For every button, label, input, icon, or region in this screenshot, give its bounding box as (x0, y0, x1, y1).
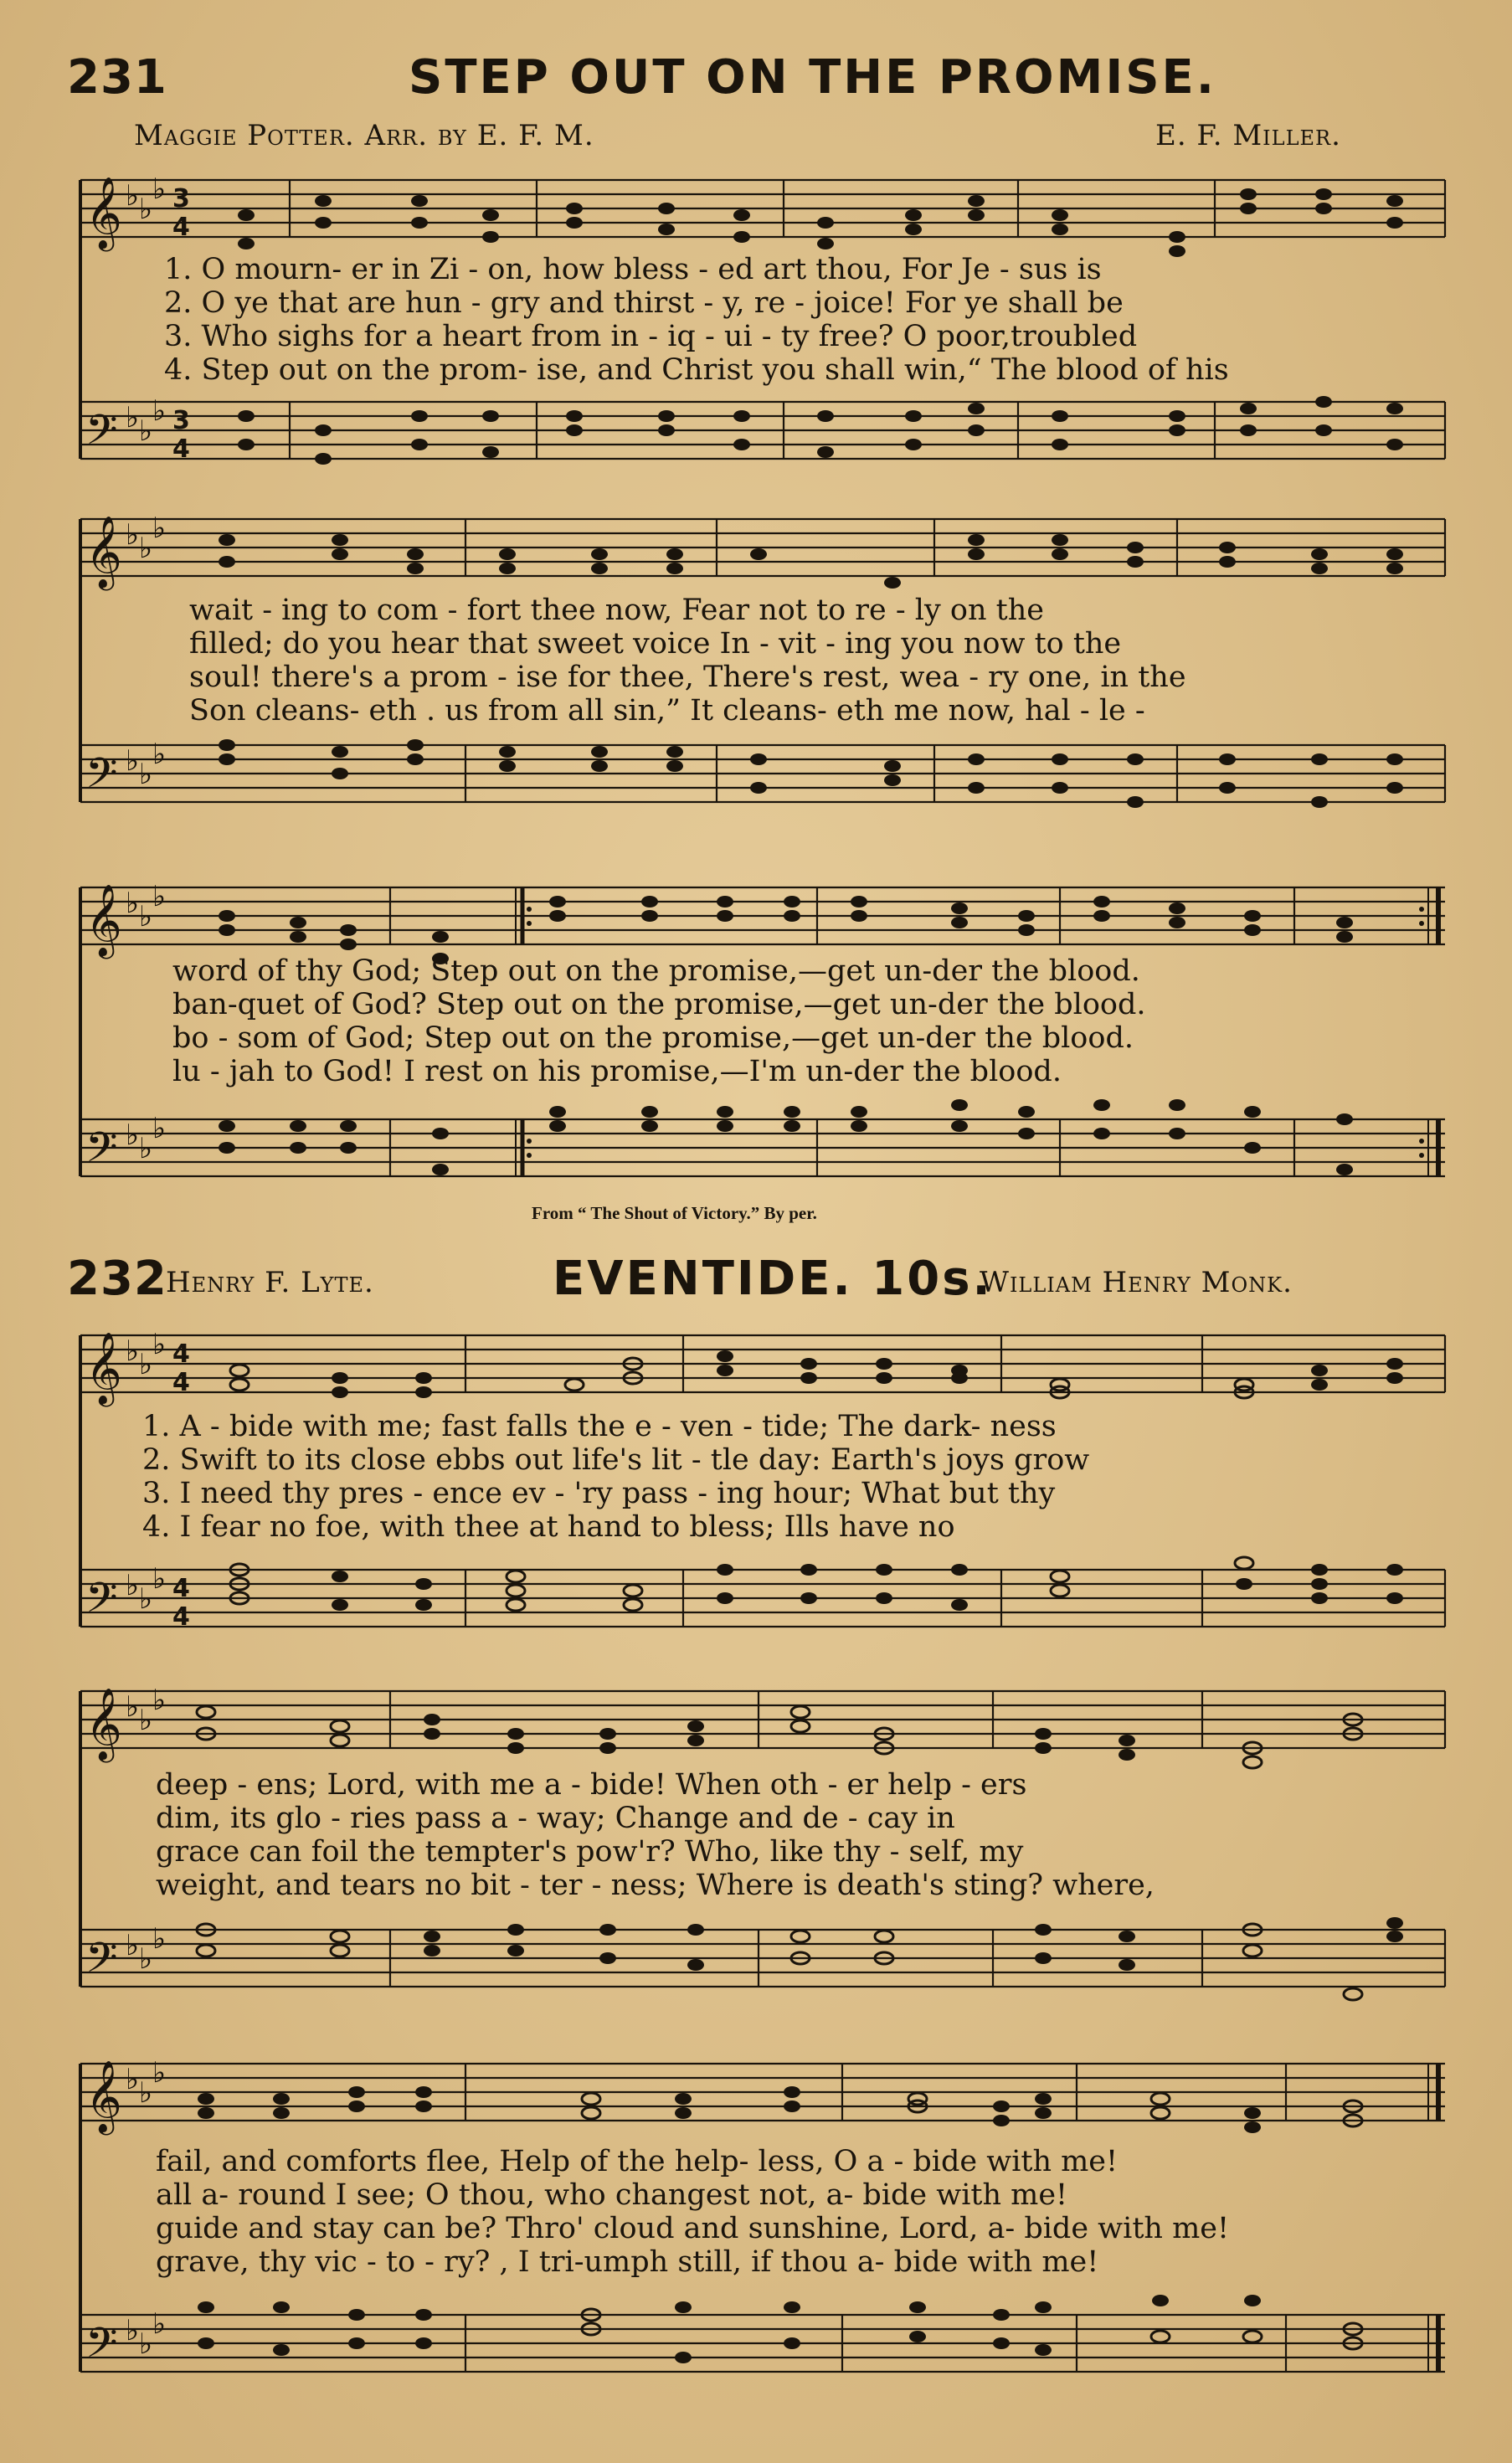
svg-text:4: 4 (172, 1574, 190, 1603)
svg-text:3: 3 (172, 406, 190, 435)
svg-text:𝄞: 𝄞 (85, 177, 122, 249)
hymn-232-system-1-lyrics (142, 1412, 1440, 1555)
svg-text:𝄢: 𝄢 (85, 1574, 118, 1633)
svg-text:♭: ♭ (126, 2314, 140, 2347)
svg-text:♭: ♭ (126, 1118, 140, 1152)
hymn-231-system-3-lyrics (172, 954, 1428, 1099)
svg-text:♭: ♭ (139, 2327, 153, 2361)
verse-line: grace can foil the tempter's pow'r? Who, like thy - self, my (156, 1835, 1024, 1869)
svg-text:♭: ♭ (139, 1942, 153, 1976)
hymn-232-number: 232 (67, 1252, 167, 1306)
svg-text:𝄞: 𝄞 (85, 884, 122, 956)
verse-line: all a- round I see; O thou, who changest not, a- bide with me! (156, 2178, 1068, 2212)
verse-line: 1. O mourn- er in Zi - on, how bless - ed art thou, For Je - sus is (164, 253, 1102, 286)
verse-line: 4. I fear no foe, with thee at hand to bless; Ills have no (142, 1510, 955, 1544)
verse-line: dim, its glo - ries pass a - way; Change and de - cay in (156, 1802, 955, 1835)
hymn-232-system-2 (72, 1674, 1453, 2018)
hymn-232-title: EVENTIDE. 10s. (553, 1252, 993, 1306)
svg-text:4: 4 (172, 213, 190, 242)
hymn-231-number: 231 (67, 50, 167, 105)
hymn-232-music-credit: William Henry Monk. (980, 1266, 1293, 1299)
svg-text:♭: ♭ (152, 2307, 167, 2341)
hymn-231-system-2 (72, 502, 1453, 829)
hymn-232-system-3 (72, 2047, 1453, 2399)
svg-text:♭: ♭ (139, 1704, 153, 1737)
svg-text:♭: ♭ (139, 1132, 153, 1165)
verse-line: lu - jah to God! I rest on his promise,—I'm un-der the blood. (172, 1055, 1062, 1088)
svg-text:♭: ♭ (139, 193, 153, 226)
hymn-231-system-1 (72, 163, 1453, 481)
svg-text:4: 4 (172, 1602, 190, 1632)
svg-text:♭: ♭ (152, 1684, 167, 1717)
svg-text:♭: ♭ (152, 1562, 167, 1596)
svg-text:𝄢: 𝄢 (85, 2319, 118, 2378)
verse-line: 2. Swift to its close ebbs out life's lit - tle day: Earth's joys grow (142, 1443, 1090, 1477)
svg-text:♭: ♭ (152, 394, 167, 428)
verse-line: 2. O ye that are hun - gry and thirst - y, re - joice! For ye shall be (164, 286, 1124, 320)
verse-line: Son cleans- eth . us from all sin,” It cleans- eth me now, hal - le - (189, 694, 1145, 728)
hymn-231-system-2-lyrics (189, 596, 1445, 738)
svg-text:♭: ♭ (139, 1582, 153, 1616)
verse-line: 1. A - bide with me; fast falls the e - ven - tide; The dark- ness (142, 1410, 1057, 1443)
hymn-232-system-1 (72, 1319, 1453, 1653)
hymn-232-system-2-lyrics (156, 1768, 1445, 1913)
svg-text:4: 4 (172, 434, 190, 464)
hymn-231-title: STEP OUT ON THE PROMISE. (409, 50, 1217, 105)
svg-text:♭: ♭ (152, 1328, 167, 1361)
svg-text:♭: ♭ (152, 512, 167, 545)
svg-text:♭: ♭ (126, 1929, 140, 1962)
verse-line: deep - ens; Lord, with me a - bide! When oth - er help - ers (156, 1768, 1027, 1802)
svg-text:♭: ♭ (139, 2076, 153, 2110)
hymn-231-system-3 (72, 858, 1453, 1193)
verse-line: soul! there's a prom - ise for thee, There's rest, wea - ry one, in the (189, 661, 1186, 694)
svg-text:𝄢: 𝄢 (85, 1934, 118, 1993)
verse-line: fail, and comforts flee, Help of the help- less, O a - bide with me! (156, 2145, 1119, 2178)
hymn-231-words-credit: Maggie Potter. Arr. by E. F. M. (134, 119, 594, 152)
svg-text:♭: ♭ (152, 2056, 167, 2090)
svg-text:♭: ♭ (152, 1922, 167, 1956)
svg-text:♭: ♭ (126, 1569, 140, 1602)
svg-text:♭: ♭ (139, 414, 153, 448)
svg-text:♭: ♭ (152, 172, 167, 206)
svg-text:𝄞: 𝄞 (85, 1332, 122, 1404)
svg-text:♭: ♭ (152, 1112, 167, 1145)
svg-text:♭: ♭ (126, 1334, 140, 1368)
hymn-232-words-credit: Henry F. Lyte. (166, 1266, 374, 1299)
svg-text:♭: ♭ (152, 738, 167, 771)
svg-text:♭: ♭ (126, 518, 140, 552)
verse-line: bo - som of God; Step out on the promise,—get un-der the blood. (172, 1021, 1134, 1055)
svg-text:♭: ♭ (126, 2063, 140, 2096)
verse-line: guide and stay can be? Thro' cloud and sunshine, Lord, a- bide with me! (156, 2212, 1230, 2245)
verse-line: word of thy God; Step out on the promise,—get un-der the blood. (172, 954, 1140, 988)
hymn-231-source-note: From “ The Shout of Victory.” By per. (532, 1203, 817, 1223)
svg-text:♭: ♭ (126, 401, 140, 434)
svg-text:♭: ♭ (139, 758, 153, 791)
svg-text:♭: ♭ (126, 744, 140, 778)
svg-text:♭: ♭ (126, 1690, 140, 1724)
verse-line: 4. Step out on the prom- ise, and Christ you shall win,“ The blood of his (164, 353, 1229, 387)
svg-text:♭: ♭ (126, 179, 140, 213)
svg-text:𝄢: 𝄢 (85, 406, 118, 465)
hymn-231-music-credit: E. F. Miller. (1155, 119, 1341, 152)
svg-text:𝄞: 𝄞 (85, 2060, 122, 2132)
svg-text:4: 4 (172, 1339, 190, 1369)
hymn-232-system-3-lyrics (156, 2147, 1445, 2290)
svg-text:𝄞: 𝄞 (85, 1688, 122, 1760)
svg-text:𝄢: 𝄢 (85, 1124, 118, 1182)
svg-text:4: 4 (172, 1368, 190, 1397)
svg-text:♭: ♭ (139, 900, 153, 933)
verse-line: weight, and tears no bit - ter - ness; Where is death's sting? where, (156, 1869, 1155, 1902)
verse-line: filled; do you hear that sweet voice In - vit - ing you now to the (189, 627, 1122, 661)
hymn-231-system-1-lyrics (164, 255, 1445, 398)
verse-line: wait - ing to com - fort thee now, Fear not to re - ly on the (189, 594, 1044, 627)
verse-line: ban-quet of God? Step out on the promise,—get un-der the blood. (172, 988, 1146, 1021)
verse-line: 3. I need thy pres - ence ev - 'ry pass - ing hour; What but thy (142, 1477, 1056, 1510)
svg-text:𝄢: 𝄢 (85, 749, 118, 808)
verse-line: 3. Who sighs for a heart from in - iq - ui - ty free? O poor,troubled (164, 320, 1138, 353)
svg-text:♭: ♭ (126, 887, 140, 920)
svg-text:𝄞: 𝄞 (85, 516, 122, 588)
svg-text:♭: ♭ (152, 880, 167, 913)
verse-line: grave, thy vic - to - ry? , I tri-umph still, if thou a- bide with me! (156, 2245, 1099, 2279)
svg-text:♭: ♭ (139, 1348, 153, 1381)
svg-text:♭: ♭ (139, 532, 153, 565)
svg-text:3: 3 (172, 184, 190, 213)
